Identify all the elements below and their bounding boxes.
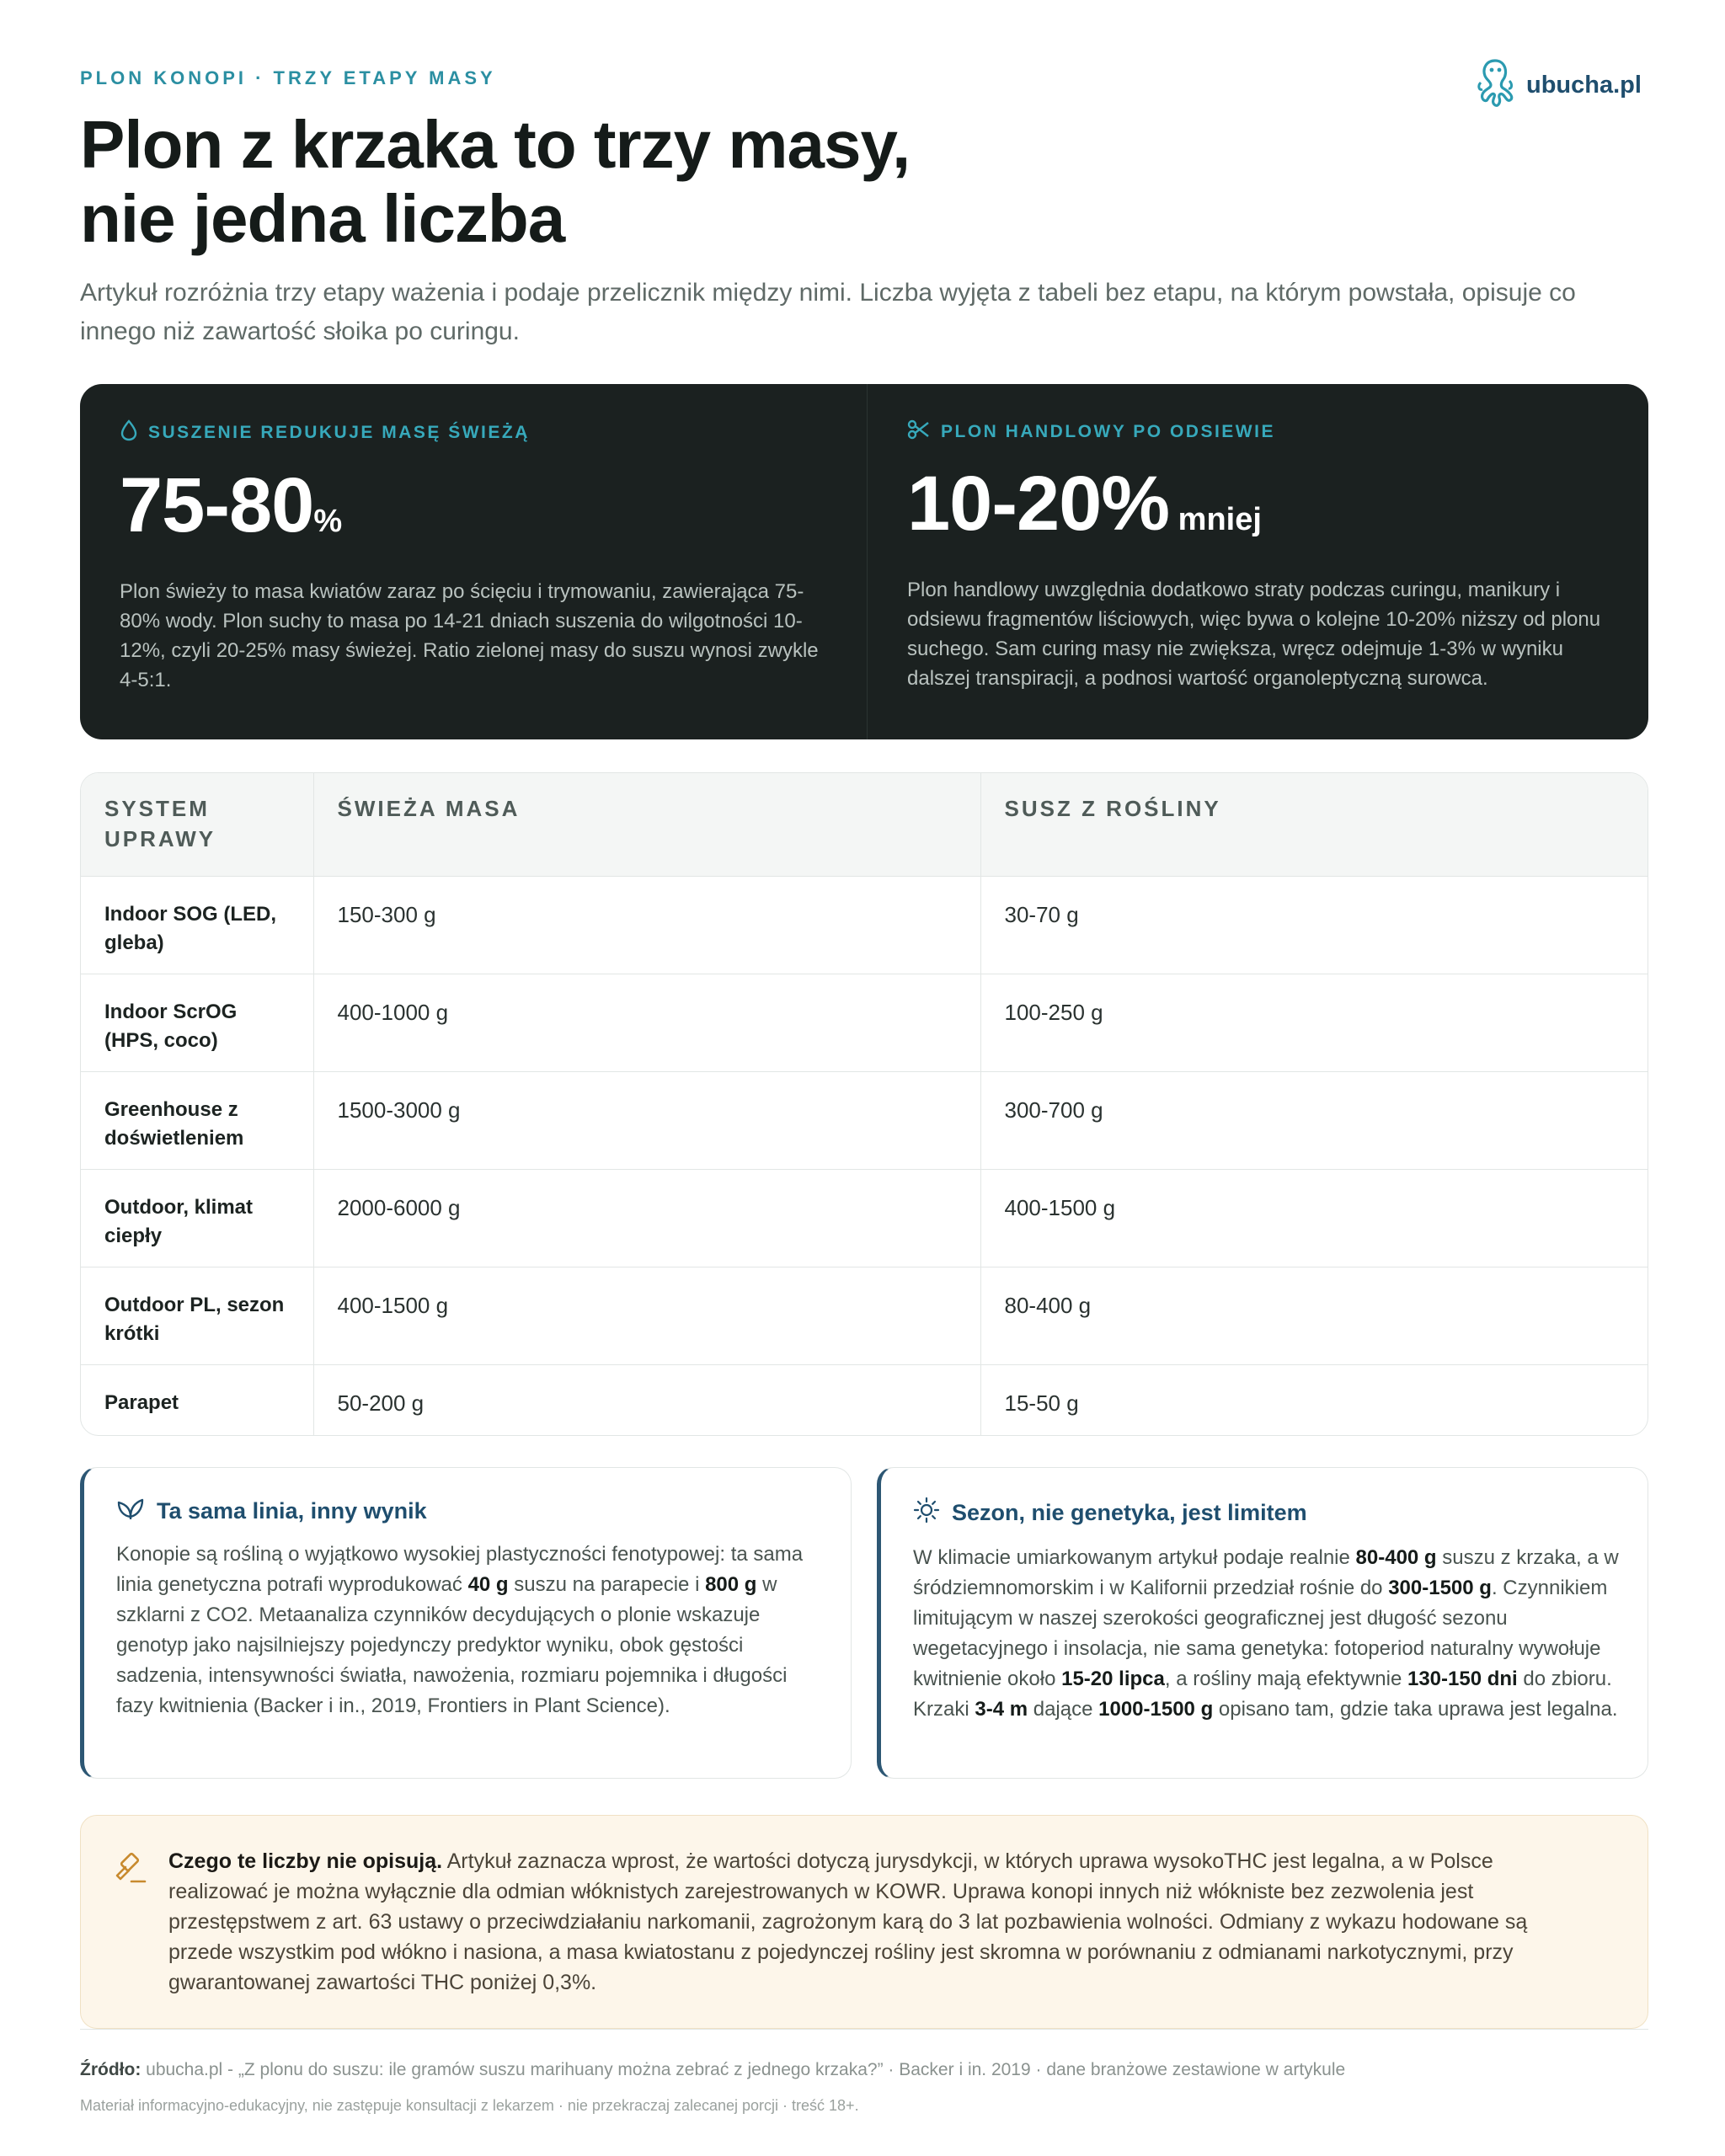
cell-fresh: 2000-6000 g: [313, 1169, 980, 1267]
cell-dry: 400-1500 g: [980, 1169, 1648, 1267]
lead-paragraph: Artykuł rozróżnia trzy etapy ważenia i podaje przelicznik między nimi. Liczba wyjęta z tabeli bez etapu, na którym powstała, opisuje co innego niż zawartość słoika po curingu.: [80, 279, 1576, 345]
stat-commercial: [867, 384, 1654, 739]
table-row: [81, 1364, 1648, 1435]
stat-commercial-label-text: PLON HANDLOWY PO ODSIEWIE: [941, 422, 1275, 441]
source-text: ubucha.pl - „Z plonu do suszu: ile gramów suszu marihuany można zebrać z jednego krzaka?” · Backer i in. 2019 · dane branżowe zestawione w artykule: [141, 2060, 1346, 2079]
column-header-dry: SUSZ Z ROŚLINY: [980, 773, 1648, 876]
page-title: [80, 108, 1175, 256]
legal-warning-box: [80, 1815, 1648, 2029]
source-label: Źródło:: [80, 2060, 142, 2079]
legal-warning-text: Czego te liczby nie opisują. Artykuł zaznacza wprost, że wartości dotyczą jurysdykcji, w których uprawa wysokoTHC jest legalna, a w Polsce realizować je można wyłącznie dla odmian włóknistych zarejestrowanych w KOWR. Uprawa konopi innych niż włókniste bez zezwolenia jest przestępstwem z art. 63 ustawy o przeciwdziałaniu narkomanii, zagrożonym karą do 3 lat pozbawienia wolności. Odmiany z wykazu hodowane są przede wszystkim pod włókno i nasiona, a masa kwiatostanu z pojedynczej rośliny jest skromna w porównaniu z odmianami narkotycznymi, przy gwarantowanej zawartości THC poniżej 0,3%.: [168, 1849, 1528, 1994]
disclaimer: Materiał informacyjno-edukacyjny, nie zastępuje konsultacji z lekarzem · nie przekraczaj zalecanej porcji · treść 18+.: [80, 2097, 859, 2114]
card-same-line-title-text: Ta sama linia, inny wynik: [157, 1498, 427, 1524]
cell-system: Indoor ScrOG (HPS, coco): [81, 974, 313, 1071]
stat-drying-unit: %: [313, 504, 343, 539]
stats-panel: [80, 384, 1648, 739]
cell-fresh: 1500-3000 g: [313, 1071, 980, 1169]
cell-system: Outdoor, klimat ciepły: [81, 1169, 313, 1267]
leaf-icon: [116, 1497, 145, 1526]
brand-octopus-icon: [1476, 57, 1514, 114]
drop-icon: [120, 419, 138, 446]
cell-fresh: 50-200 g: [313, 1364, 980, 1435]
sun-icon: [913, 1497, 940, 1529]
stat-commercial-unit: mniej: [1169, 502, 1262, 537]
table-row: [81, 1169, 1648, 1267]
card-season-limit-text: W klimacie umiarkowanym artykuł podaje realnie 80-400 g suszu z krzaka, a w śródziemnomorskim i w Kalifornii przedział rośnie do 300-1500 g. Czynnikiem limitującym w naszej szerokości geograficznej jest długość sezonu wegetacyjnego i insolacja, nie sama genetyka: fotoperiod naturalny wywołuje kwitnienie około 15-20 lipca, a rośliny mają efektywnie 130-150 dni do zbioru. Krzaki 3-4 m dające 1000-1500 g opisano tam, gdzie taka uprawa jest legalna.: [913, 1546, 1619, 1721]
cell-system: Outdoor PL, sezon krótki: [81, 1267, 313, 1364]
stat-commercial-value: 10-20% mniej: [907, 461, 1262, 547]
cell-dry: 80-400 g: [980, 1267, 1648, 1364]
stat-commercial-text: Plon handlowy uwzględnia dodatkowo straty podczas curingu, manikury i odsiewu fragmentów liściowych, więc bywa o kolejne 10-20% niższy od plonu suchego. Sam curing masy nie zwiększa, wręcz odejmuje 1-3% w wyniku dalszej transpiracji, a podnosi wartość organoleptyczną surowca.: [907, 579, 1601, 690]
scissors-icon: [907, 419, 931, 445]
logo[interactable]: [1476, 57, 1642, 114]
stat-drying-text: Plon świeży to masa kwiatów zaraz po ścięciu i trymowaniu, zawierająca 75-80% wody. Plon suchy to masa po 14-21 dniach suszenia do wilgotności 10-12%, czyli 20-25% masy świeżej. Ratio zielonej masy do suszu wynosi zwykle 4-5:1.: [120, 580, 819, 691]
table-row: [81, 876, 1648, 974]
stat-commercial-label: [907, 419, 1615, 445]
cell-dry: 300-700 g: [980, 1071, 1648, 1169]
kicker: PLON KONOPI · TRZY ETAPY MASY: [80, 67, 496, 88]
cell-dry: 30-70 g: [980, 876, 1648, 974]
table-row: [81, 1267, 1648, 1364]
cell-dry: 15-50 g: [980, 1364, 1648, 1435]
cell-system: Greenhouse z doświetleniem: [81, 1071, 313, 1169]
cell-fresh: 150-300 g: [313, 876, 980, 974]
card-same-line-text: Konopie są rośliną o wyjątkowo wysokiej plastyczności fenotypowej: ta sama linia genetyczna potrafi wyprodukować 40 g suszu na parapecie i 800 g w szklarni z CO2. Metaanaliza czynników decydujących o plonie wskazuje genotyp jako najsilniejszy pojedynczy predyktor wyniku, obok gęstości sadzenia, intensywności światła, nawożenia, rozmiaru pojemnika i długości fazy kwitnienia (Backer i in., 2019, Frontiers in Plant Science).: [116, 1543, 804, 1717]
card-season-limit: [877, 1467, 1648, 1779]
yield-table: [80, 772, 1648, 1436]
table-header-row: [81, 773, 1648, 876]
cell-system: Parapet: [81, 1364, 313, 1435]
cell-fresh: 400-1000 g: [313, 974, 980, 1071]
stat-drying: [80, 384, 867, 739]
card-same-line: [80, 1467, 852, 1779]
source-line: [80, 2060, 1345, 2080]
cell-dry: 100-250 g: [980, 974, 1648, 1071]
gavel-icon: [113, 1851, 147, 1889]
title-line-2: nie jedna liczba: [80, 181, 565, 256]
cell-fresh: 400-1500 g: [313, 1267, 980, 1364]
stat-drying-label-text: SUSZENIE REDUKUJE MASĘ ŚWIEŻĄ: [148, 423, 530, 442]
stat-drying-label: [120, 419, 827, 446]
column-header-system: SYSTEM UPRAWY: [81, 773, 313, 876]
footer-divider: [80, 2029, 1648, 2030]
logo-text: ubucha.pl: [1526, 72, 1642, 99]
table-row: [81, 1071, 1648, 1169]
title-line-1: Plon z krzaka to trzy masy,: [80, 107, 911, 182]
cell-system: Indoor SOG (LED, gleba): [81, 876, 313, 974]
card-season-limit-title: [913, 1497, 1619, 1529]
table-row: [81, 974, 1648, 1071]
card-same-line-title: [116, 1497, 822, 1526]
column-header-fresh: ŚWIEŻA MASA: [313, 773, 980, 876]
stat-drying-value: 75-80%: [120, 462, 343, 548]
card-season-limit-title-text: Sezon, nie genetyka, jest limitem: [952, 1500, 1307, 1525]
